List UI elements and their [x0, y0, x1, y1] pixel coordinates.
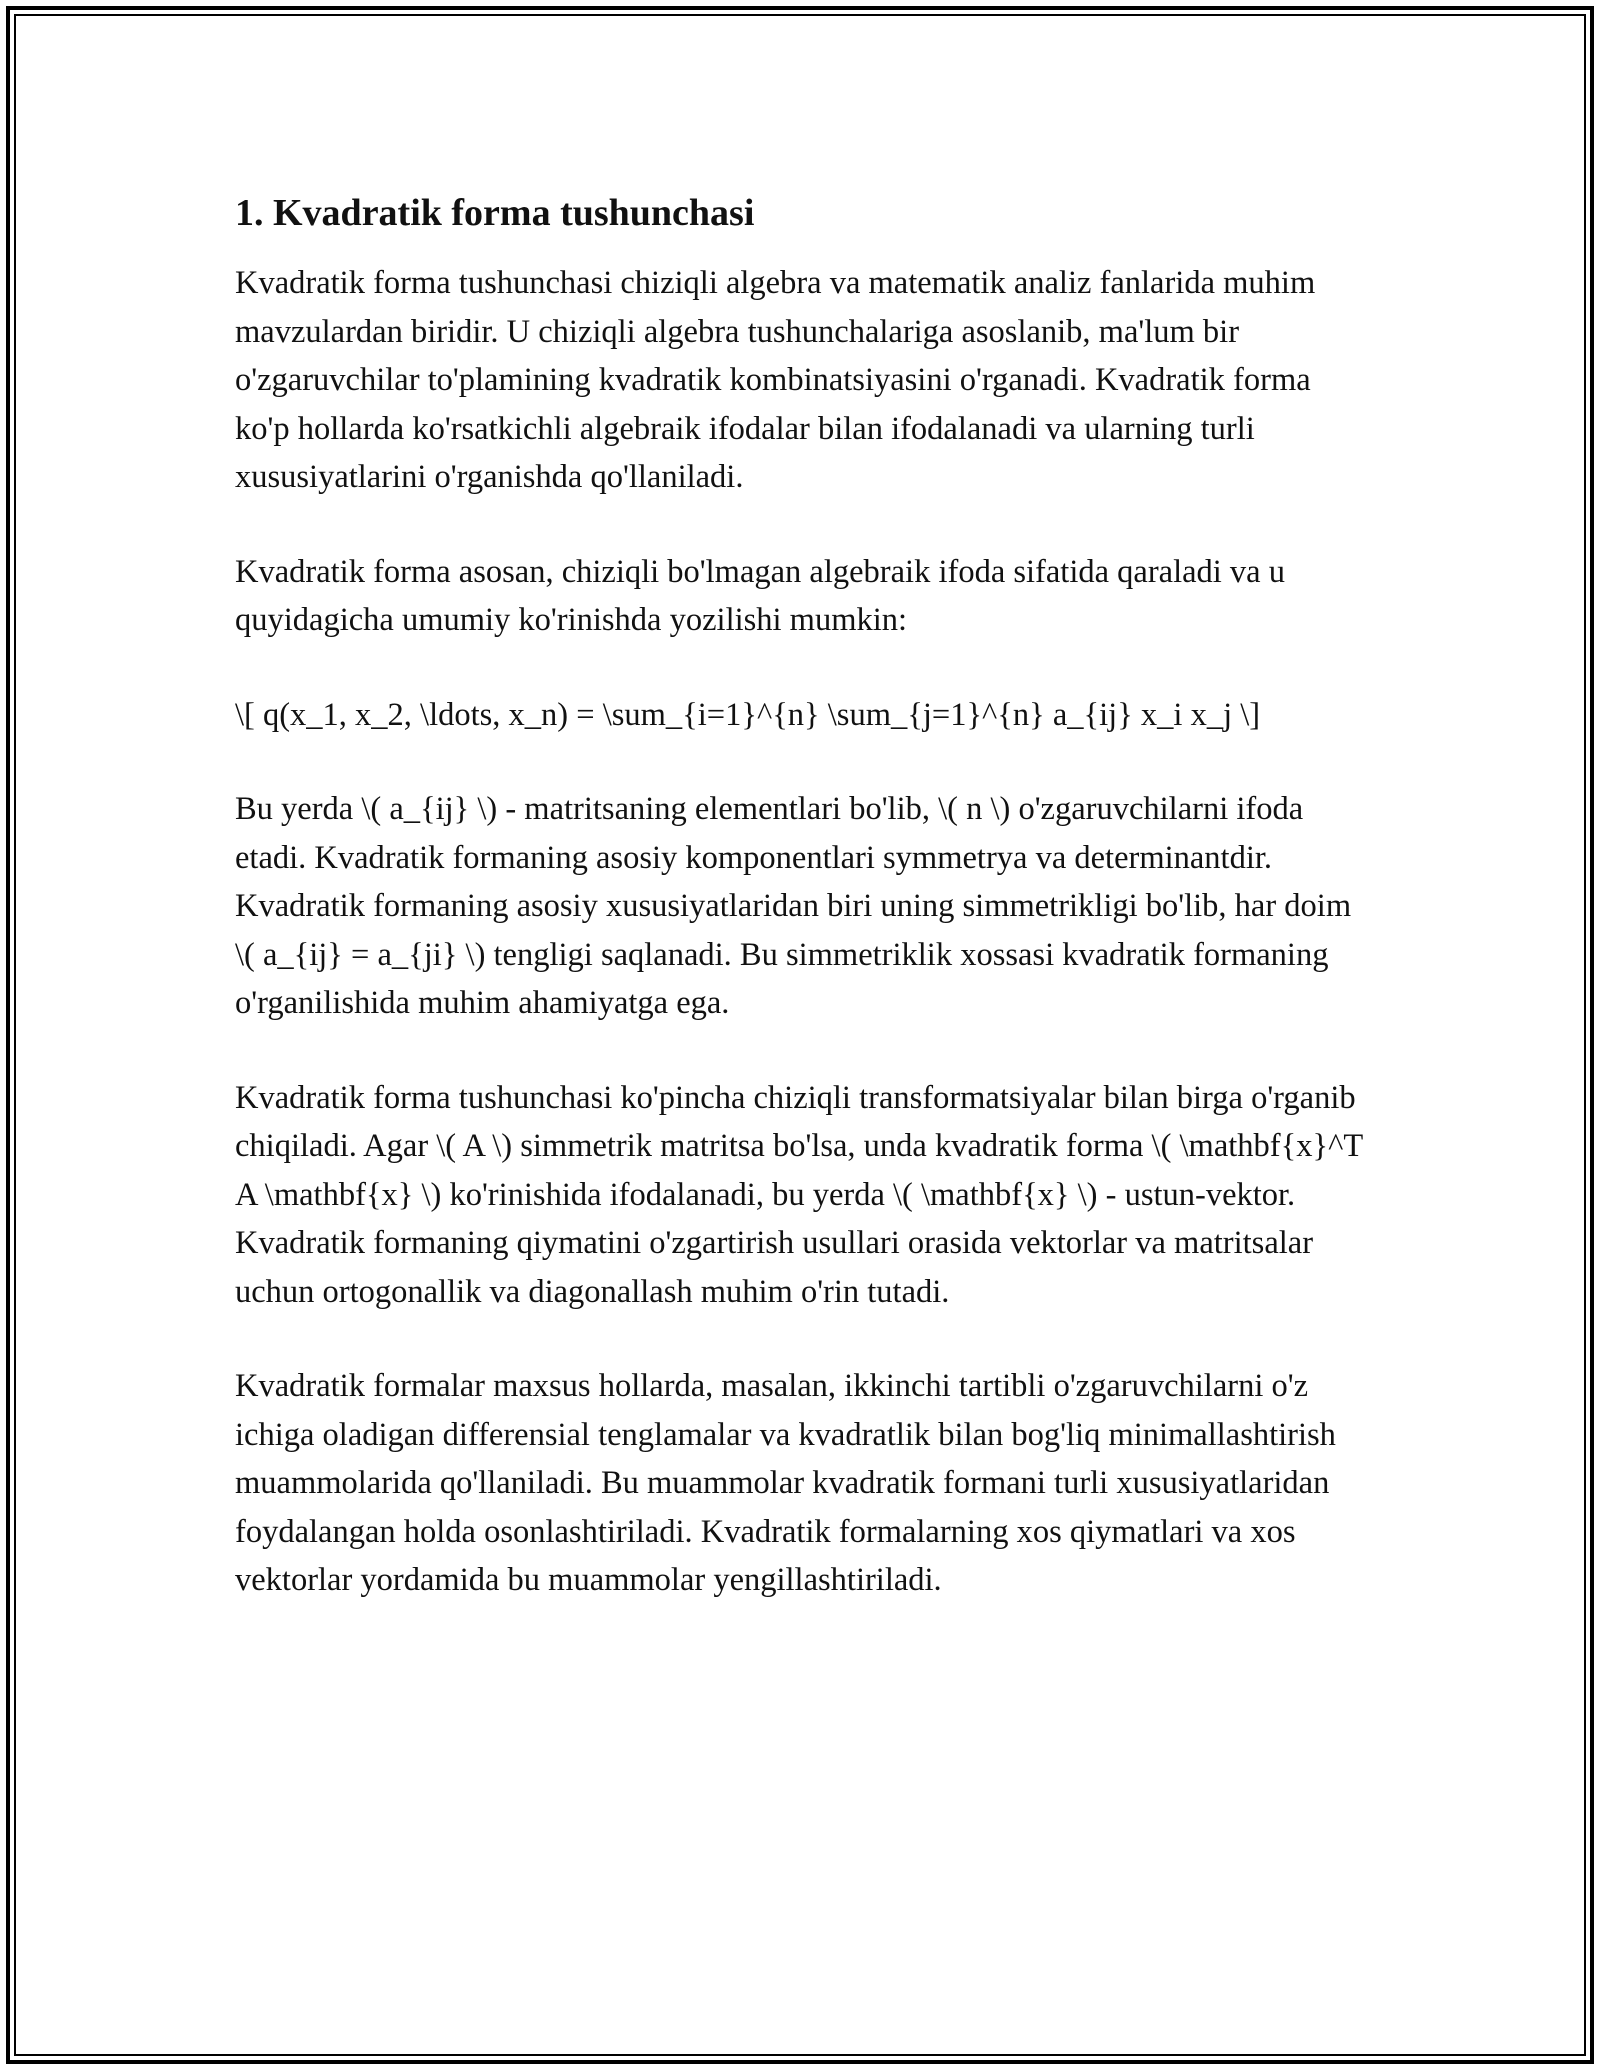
paragraph-general-form: Kvadratik forma asosan, chiziqli bo'lmagan algebraik ifoda sifatida qaraladi va u quyidagicha umumiy ko'rinishda yozilishi mumkin: — [235, 553, 1285, 638]
paragraph-intro: Kvadratik forma tushunchasi chiziqli algebra va matematik analiz fanlarida muhim mavzulardan biridir. U chiziqli algebra tushunchalariga asoslanib, ma'lum bir o'zgaruvchilar to'plamining kvadratik kombinatsiyasini o'rganadi. Kvadratik forma ko'p hollarda ko'rsatkichli algebraik ifodalar bilan ifodalanadi va ularning turli xususiyatlarini o'rganishda qo'llaniladi. — [235, 265, 1316, 495]
formula-quadratic-form: \[ q(x_1, x_2, \ldots, x_n) = \sum_{i=1}^{n} \sum_{j=1}^{n} a_{ij} x_i x_j \] — [235, 696, 1261, 733]
section-heading: 1. Kvadratik forma tushunchasi — [235, 192, 755, 234]
paragraph-transformations: Kvadratik forma tushunchasi ko'pincha chiziqli transformatsiyalar bilan birga o'rganib chiqiladi. Agar \( A \) simmetrik matritsa bo'lsa, unda kvadratik forma \( \mathbf{x}^T A \mathbf{x} \) ko'rinishida ifodalanadi, bu yerda \( \mathbf{x} \) - ustun-vektor. Kvadratik formaning qiymatini o'zgartirish usullari orasida vektorlar va matritsalar uchun ortogonallik va diagonallash muhim o'rin tutadi. — [235, 1079, 1363, 1310]
document-body — [235, 185, 1365, 1651]
paragraph-applications: Kvadratik formalar maxsus hollarda, masalan, ikkinchi tartibli o'zgaruvchilarni o'z ichiga oladigan differensial tenglamalar va kvadratlik bilan bog'liq minimallashtirish muammolarida qo'llaniladi. Bu muammolar kvadratik formani turli xususiyatlaridan foydalangan holda osonlashtiriladi. Kvadratik formalarning xos qiymatlari va xos vektorlar yordamida bu muammolar yengillashtiriladi. — [235, 1368, 1336, 1598]
paragraph-symmetry: Bu yerda \( a_{ij} \) - matritsaning elementlari bo'lib, \( n \) o'zgaruvchilarni ifoda etadi. Kvadratik formaning asosiy komponentlari symmetrya va determinantdir. Kvadratik formaning asosiy xususiyatlaridan biri uning simmetrikligi bo'lib, har doim \( a_{ij} = a_{ji} \) tengligi saqlanadi. Bu simmetriklik xossasi kvadratik formaning o'rganilishida muhim ahamiyatga ega. — [235, 791, 1352, 1021]
